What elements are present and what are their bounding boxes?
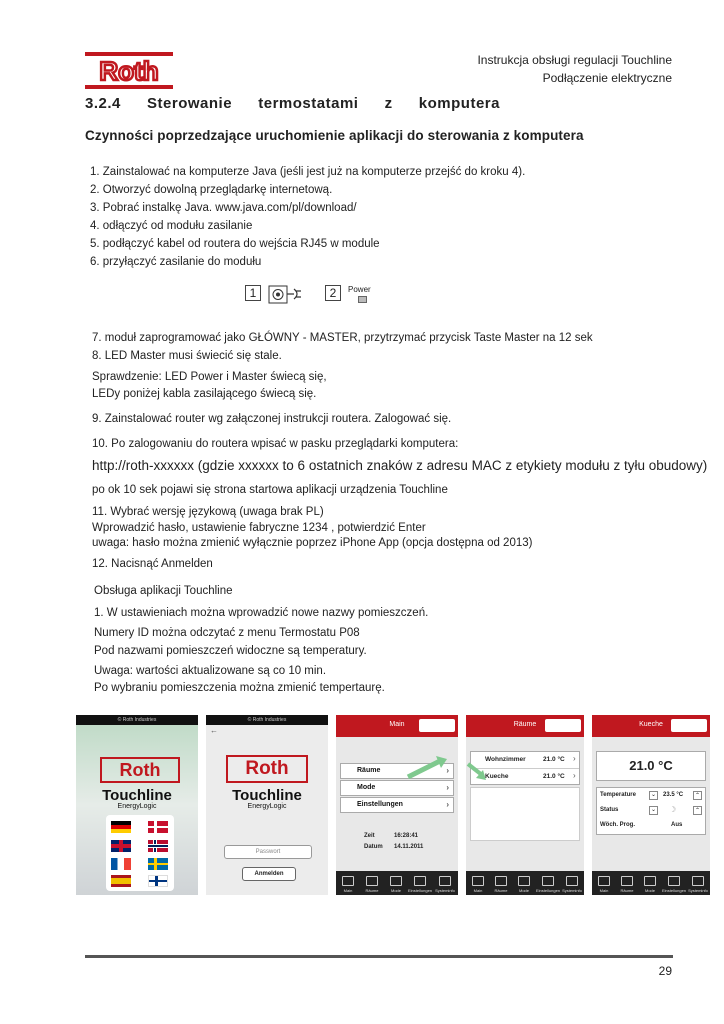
step-7: 7. moduł zaprogramować jako GŁÓWNY - MASTER, przytrzymać przycisk Taste Master na 12 sek (92, 332, 593, 344)
flag-se-button[interactable] (148, 858, 168, 870)
section-word: Sterowanie (147, 95, 233, 112)
temperature-value: 23.5 °C (663, 792, 684, 798)
tab-einstellungen[interactable]: Einstellungen (662, 876, 686, 893)
flag-dk-button[interactable] (148, 821, 168, 833)
roth-logo: Roth (100, 757, 180, 783)
chevron-right-icon: › (446, 766, 449, 775)
app-header (592, 715, 710, 737)
power-label: Power (348, 285, 371, 294)
app-name: Touchline (102, 787, 172, 804)
page-number: 29 (658, 964, 672, 978)
check-line-1: Sprawdzenie: LED Power i Master świecą się, (92, 371, 327, 383)
usage-line-2: Numery ID można odczytać z menu Termostatu P08 (94, 627, 360, 639)
menu-item-einstellungen[interactable] (340, 797, 454, 813)
room-name[interactable]: Wohnzimmer (485, 756, 526, 763)
tab-systeminfo[interactable]: Systeminfo (560, 876, 584, 893)
menu-label: Räume (357, 767, 381, 774)
screen-login (206, 715, 328, 895)
document-header (477, 51, 672, 87)
subheading: Czynności poprzedzające uruchomienie aplikacji do sterowania z komputera (85, 128, 584, 143)
tab-bar (466, 871, 584, 895)
screen-title: Räume (513, 721, 537, 728)
app-header (466, 715, 584, 737)
flag-panel (106, 815, 174, 891)
app-header (336, 715, 458, 737)
doc-title: Instrukcja obsługi regulacji Touchline (477, 53, 672, 67)
current-temperature: 21.0 °C (596, 751, 706, 781)
status-label: Status (600, 807, 619, 813)
section-word: komputera (418, 95, 500, 112)
tab-systeminfo[interactable]: Systeminfo (686, 876, 710, 893)
date-label: Datum (364, 844, 383, 850)
room-temp: 21.0 °C (543, 773, 565, 780)
doc-subtitle: Podłączenie elektryczne (542, 71, 672, 85)
chevron-right-icon: › (573, 771, 576, 780)
screen-main (336, 715, 458, 895)
room-name[interactable]: Kueche (485, 773, 509, 780)
flag-de-button[interactable] (111, 821, 131, 833)
temp-up-button[interactable]: ⌃ (694, 793, 701, 799)
flag-no-button[interactable] (148, 840, 168, 852)
back-arrow-icon[interactable]: ← (210, 726, 218, 735)
password-note-2: uwaga: hasło można zmienić wyłącznie poprzez iPhone App (opcja dostępna od 2013) (92, 537, 533, 549)
app-subtitle: EnergyLogic (117, 803, 157, 810)
status-bar: © Roth Industries (76, 715, 198, 725)
usage-line-1: 1. W ustawieniach można wprowadzić nowe nazwy pomieszczeń. (94, 607, 429, 619)
chevron-right-icon: › (446, 783, 449, 792)
diagram-label-2: 2 (325, 285, 341, 301)
menu-label: Mode (357, 784, 376, 791)
step-9: 9. Zainstalować router wg załączonej instrukcji routera. Zalogować się. (92, 413, 452, 425)
password-note-1: Wprowadzić hasło, ustawienie fabryczne 1234 , potwierdzić Enter (92, 522, 426, 534)
pointer-arrow-icon (466, 761, 488, 781)
step-10: 10. Po zalogowaniu do routera wpisać w pasku przeglądarki komputera: (92, 438, 459, 450)
roth-logo (545, 719, 581, 732)
settings-panel (596, 787, 706, 835)
tab-mode[interactable]: Mode (512, 876, 536, 893)
diagram-label-1: 1 (245, 285, 261, 301)
menu-item-mode[interactable] (340, 780, 454, 796)
date-value: 14.11.2011 (394, 844, 424, 850)
tab-main[interactable]: Main (592, 876, 616, 893)
step-1: 1. Zainstalować na komputerze Java (jeśli jest już na komputerze przejść do kroku 4). (90, 166, 526, 178)
tab-raeume[interactable]: Räume (615, 876, 639, 893)
roth-logo: Roth (226, 755, 308, 783)
status-down-button[interactable]: ⌄ (650, 807, 657, 813)
flag-fr-button[interactable] (111, 858, 131, 870)
menu-label: Einstellungen (357, 801, 403, 808)
password-input[interactable]: Passwort (224, 845, 312, 859)
status-up-button[interactable]: ⌃ (694, 808, 701, 814)
step-4: 4. odłączyć od modułu zasilanie (90, 220, 253, 232)
status-bar: © Roth Industries (206, 715, 328, 725)
flag-uk-button[interactable] (111, 840, 131, 852)
usage-line-3: Pod nazwami pomieszczeń widoczne są temperatury. (94, 645, 367, 657)
roth-logo (85, 52, 173, 90)
section-heading (85, 95, 500, 112)
tab-raeume[interactable]: Räume (489, 876, 513, 893)
step-5: 5. podłączyć kabel od routera do wejścia RJ45 w module (90, 238, 380, 250)
empty-list-area (470, 787, 580, 841)
tab-bar (336, 871, 458, 895)
power-socket-icon (268, 283, 304, 305)
usage-title: Obsługa aplikacji Touchline (94, 585, 233, 597)
login-button[interactable]: Anmelden (242, 867, 296, 881)
screen-language (76, 715, 198, 895)
moon-icon: ☽ (669, 805, 677, 814)
tab-einstellungen[interactable]: Einstellungen (536, 876, 560, 893)
tab-einstellungen[interactable]: Einstellungen (408, 876, 432, 893)
footer-rule (85, 955, 673, 958)
chevron-right-icon: › (446, 800, 449, 809)
step-12: 12. Nacisnąć Anmelden (92, 558, 213, 570)
step-8: 8. LED Master musi świecić się stale. (92, 350, 282, 362)
weekly-program-value[interactable]: Aus (671, 822, 683, 828)
app-subtitle: EnergyLogic (247, 803, 287, 810)
screen-title: Main (389, 721, 405, 728)
screen-title: Kueche (639, 721, 663, 728)
tab-main[interactable]: Main (466, 876, 490, 893)
screen-rooms (466, 715, 584, 895)
step-3: 3. Pobrać instalkę Java. www.java.com/pl/download/ (90, 202, 357, 214)
time-value: 16:28:41 (394, 833, 419, 839)
roth-logo (419, 719, 455, 732)
tab-mode[interactable]: Mode (638, 876, 662, 893)
logo-text: Roth (99, 56, 159, 86)
tab-systeminfo[interactable]: Systeminfo (433, 876, 457, 893)
flag-fi-button[interactable] (148, 875, 168, 887)
time-label: Zeit (364, 833, 375, 839)
roth-logo (671, 719, 707, 732)
usage-line-4: Uwaga: wartości aktualizowane są co 10 min. (94, 665, 327, 677)
chevron-right-icon: › (573, 754, 576, 763)
flag-es-button[interactable] (111, 875, 131, 887)
check-line-2: LEDy poniżej kabla zasilającego świecą się. (92, 388, 317, 400)
step-10b: po ok 10 sek pojawi się strona startowa aplikacji urządzenia Touchline (92, 484, 448, 496)
step-2: 2. Otworzyć dowolną przeglądarkę internetową. (90, 184, 333, 196)
usage-line-5: Po wybraniu pomieszczenia można zmienić tempertaurę. (94, 682, 385, 694)
power-led-icon (358, 296, 367, 303)
section-word: termostatami (258, 95, 359, 112)
step-6: 6. przyłączyć zasilanie do modułu (90, 256, 262, 268)
room-temp: 21.0 °C (543, 756, 565, 763)
temp-down-button[interactable]: ⌄ (650, 792, 657, 798)
tab-raeume[interactable]: Räume (360, 876, 384, 893)
screen-room-detail (592, 715, 710, 895)
section-word: z (384, 95, 393, 112)
section-number: 3.2.4 (85, 95, 121, 112)
pointer-arrow-icon (406, 755, 448, 779)
tab-main[interactable]: Main (336, 876, 360, 893)
tab-bar (592, 871, 710, 895)
tab-mode[interactable]: Mode (384, 876, 408, 893)
url-instruction: http://roth-xxxxxx (gdzie xxxxxx to 6 ostatnich znaków z adresu MAC z etykiety modułu z tyłu obudowy) (92, 458, 708, 473)
step-11: 11. Wybrać wersję językową (uwaga brak PL) (92, 506, 324, 518)
weekly-program-label: Wöch. Prog. (600, 822, 635, 828)
app-name: Touchline (232, 787, 302, 804)
temperature-label: Temperature (600, 792, 636, 798)
